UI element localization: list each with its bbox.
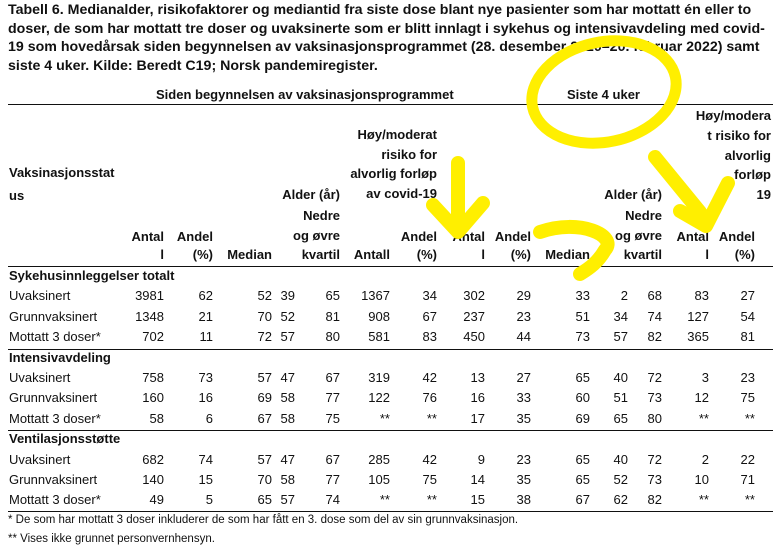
col-header-kvartil-2: og øvre bbox=[293, 228, 340, 243]
cell-ovre: 75 bbox=[325, 410, 340, 426]
cell-antall: 58 bbox=[149, 410, 164, 426]
annotation-hook bbox=[540, 227, 608, 274]
cell-risk-antall: ** bbox=[379, 410, 390, 426]
cell-risk-andel: 76 bbox=[422, 390, 437, 406]
cell-ovre: 77 bbox=[325, 472, 340, 487]
cell-risk-andel: 75 bbox=[422, 472, 437, 487]
cell-l4-andel: 35 bbox=[516, 410, 531, 426]
cell-risk-antall: 908 bbox=[368, 308, 390, 324]
cell-l4-risk-antall: ** bbox=[698, 410, 709, 426]
cell-ovre: 65 bbox=[325, 288, 340, 304]
cell-l4-risk-andel: 23 bbox=[740, 370, 755, 385]
cell-ovre: 74 bbox=[325, 492, 340, 508]
cell-l4-ovre: 82 bbox=[647, 329, 662, 345]
col-header-risk-2: risiko for bbox=[381, 147, 437, 162]
row-status: Mottatt 3 doser* bbox=[9, 410, 101, 426]
group-header-since-start: Siden begynnelsen av vaksinasjonsprogrammet bbox=[156, 87, 454, 102]
col-header-andel-b1: Andel bbox=[400, 229, 437, 244]
cell-l4-risk-antall: 12 bbox=[694, 390, 709, 406]
cell-l4-risk-andel: 71 bbox=[740, 472, 755, 487]
cell-l4-antall: 9 bbox=[477, 451, 485, 467]
col-header-risk-b1: Høy/modera bbox=[695, 108, 771, 123]
col-header-antal-2: l bbox=[160, 247, 164, 262]
col-header-andel-c1: Andel bbox=[494, 229, 531, 244]
cell-l4-median: 67 bbox=[575, 492, 590, 508]
cell-nedre: 58 bbox=[280, 390, 295, 406]
col-header-kvartil-1: Nedre bbox=[303, 208, 340, 223]
col-header-andel-d1: Andel bbox=[718, 229, 755, 244]
footnote-2: ** Vises ikke grunnet personvernhensyn. bbox=[8, 533, 215, 545]
section-header: Ventilasjonsstøtte bbox=[9, 431, 121, 447]
col-header-antall: Antall bbox=[353, 247, 390, 262]
col-header-kvartil-b2: og øvre bbox=[615, 228, 662, 243]
col-header-antal-c1: Antal bbox=[676, 229, 709, 244]
col-header-risk-3: alvorlig forløp bbox=[350, 166, 437, 181]
cell-l4-ovre: 73 bbox=[647, 390, 662, 406]
cell-andel: 11 bbox=[199, 329, 213, 345]
col-header-risk-b5: 19 bbox=[756, 187, 771, 202]
col-header-risk-b4: forløp bbox=[734, 167, 771, 182]
col-header-risk-b2: t risiko for bbox=[707, 128, 771, 143]
cell-risk-antall: 105 bbox=[368, 472, 390, 487]
cell-l4-nedre: 40 bbox=[613, 370, 628, 385]
col-header-risk-b3: alvorlig bbox=[724, 148, 771, 163]
col-header-antal-b1: Antal bbox=[452, 229, 485, 244]
cell-l4-antall: 14 bbox=[470, 472, 485, 487]
cell-median: 70 bbox=[257, 308, 272, 324]
cell-nedre: 57 bbox=[280, 492, 295, 508]
cell-andel: 6 bbox=[205, 410, 213, 426]
section-header: Intensivavdeling bbox=[9, 349, 111, 365]
cell-antall: 682 bbox=[142, 451, 164, 467]
cell-l4-andel: 38 bbox=[516, 492, 531, 508]
cell-median: 57 bbox=[257, 370, 272, 385]
cell-median: 57 bbox=[257, 451, 272, 467]
cell-risk-antall: 285 bbox=[368, 451, 390, 467]
cell-nedre: 57 bbox=[280, 329, 295, 345]
cell-l4-risk-antall: 10 bbox=[694, 472, 709, 487]
row-status: Uvaksinert bbox=[9, 288, 71, 304]
cell-ovre: 67 bbox=[325, 370, 340, 385]
cell-antall: 140 bbox=[142, 472, 164, 487]
cell-l4-risk-antall: ** bbox=[698, 492, 709, 508]
cell-l4-median: 65 bbox=[575, 370, 590, 385]
group-header-last4: Siste 4 uker bbox=[567, 87, 640, 102]
row-status: Grunnvaksinert bbox=[9, 390, 98, 406]
row-status: Mottatt 3 doser* bbox=[9, 492, 101, 508]
cell-median: 67 bbox=[257, 410, 272, 426]
cell-l4-risk-andel: ** bbox=[744, 492, 755, 508]
cell-l4-nedre: 2 bbox=[620, 288, 628, 304]
cell-l4-nedre: 62 bbox=[613, 492, 628, 508]
cell-l4-andel: 35 bbox=[516, 472, 531, 487]
cell-l4-andel: 44 bbox=[516, 329, 531, 345]
col-header-status-2: us bbox=[9, 188, 25, 203]
cell-l4-ovre: 82 bbox=[647, 492, 662, 508]
cell-nedre: 39 bbox=[280, 288, 295, 304]
cell-l4-median: 73 bbox=[575, 329, 590, 345]
cell-l4-median: 33 bbox=[575, 288, 590, 304]
cell-l4-risk-antall: 365 bbox=[687, 329, 709, 345]
cell-l4-antall: 450 bbox=[463, 329, 485, 345]
cell-ovre: 67 bbox=[325, 451, 340, 467]
col-header-kvartil-b3: kvartil bbox=[623, 247, 662, 262]
row-status: Mottatt 3 doser* bbox=[9, 329, 101, 345]
cell-l4-risk-antall: 83 bbox=[694, 288, 709, 304]
cell-nedre: 58 bbox=[280, 472, 295, 487]
cell-median: 52 bbox=[257, 288, 272, 304]
cell-l4-antall: 17 bbox=[470, 410, 485, 426]
cell-andel: 74 bbox=[198, 451, 213, 467]
col-header-kvartil-3: kvartil bbox=[301, 247, 340, 262]
cell-risk-antall: 1367 bbox=[361, 288, 390, 304]
cell-antall: 160 bbox=[142, 390, 164, 406]
cell-antall: 1348 bbox=[135, 308, 164, 324]
col-header-andel-1: Andel bbox=[176, 229, 213, 244]
cell-l4-median: 60 bbox=[575, 390, 590, 406]
cell-l4-median: 69 bbox=[575, 410, 590, 426]
cell-antall: 758 bbox=[142, 370, 164, 385]
row-status: Uvaksinert bbox=[9, 451, 71, 467]
row-status: Grunnvaksinert bbox=[9, 308, 98, 324]
cell-antall: 3981 bbox=[135, 288, 164, 304]
col-header-antal-b2: l bbox=[481, 247, 485, 262]
cell-risk-antall: 581 bbox=[368, 329, 390, 345]
cell-median: 65 bbox=[257, 492, 272, 508]
col-header-andel-c2: (%) bbox=[510, 247, 531, 262]
section-header: Sykehusinnleggelser totalt bbox=[9, 268, 175, 283]
cell-risk-andel: 42 bbox=[422, 451, 437, 467]
cell-risk-andel: 42 bbox=[422, 370, 437, 385]
cell-l4-antall: 15 bbox=[470, 492, 485, 508]
cell-andel: 62 bbox=[198, 288, 213, 304]
col-header-risk-4: av covid-19 bbox=[366, 186, 437, 201]
col-header-status-1: Vaksinasjonsstat bbox=[9, 165, 115, 180]
row-status: Uvaksinert bbox=[9, 370, 71, 385]
cell-l4-nedre: 52 bbox=[613, 472, 628, 487]
cell-l4-risk-andel: 27 bbox=[740, 288, 755, 304]
col-header-median-b: Median bbox=[545, 247, 590, 262]
cell-risk-antall: 319 bbox=[368, 370, 390, 385]
cell-andel: 16 bbox=[198, 390, 213, 406]
cell-l4-nedre: 40 bbox=[613, 451, 628, 467]
cell-risk-andel: 34 bbox=[422, 288, 437, 304]
col-header-kvartil-b1: Nedre bbox=[625, 208, 662, 223]
cell-risk-andel: 67 bbox=[422, 308, 437, 324]
cell-l4-nedre: 34 bbox=[613, 308, 628, 324]
cell-l4-risk-andel: ** bbox=[744, 410, 755, 426]
cell-risk-andel: 83 bbox=[422, 329, 437, 345]
col-header-antal-1: Antal bbox=[131, 229, 164, 244]
cell-l4-ovre: 74 bbox=[647, 308, 662, 324]
cell-antall: 49 bbox=[149, 492, 164, 508]
cell-l4-ovre: 72 bbox=[647, 370, 662, 385]
cell-l4-risk-andel: 81 bbox=[740, 329, 755, 345]
cell-ovre: 77 bbox=[325, 390, 340, 406]
cell-l4-nedre: 51 bbox=[613, 390, 628, 406]
cell-median: 70 bbox=[257, 472, 272, 487]
annotation-arrow-left bbox=[433, 163, 483, 232]
cell-l4-nedre: 65 bbox=[613, 410, 628, 426]
cell-nedre: 52 bbox=[280, 308, 295, 324]
col-header-alder: Alder (år) bbox=[282, 187, 340, 202]
cell-ovre: 81 bbox=[325, 308, 340, 324]
cell-l4-risk-antall: 127 bbox=[687, 308, 709, 324]
cell-l4-median: 65 bbox=[575, 472, 590, 487]
cell-andel: 15 bbox=[198, 472, 213, 487]
cell-l4-antall: 302 bbox=[463, 288, 485, 304]
cell-l4-andel: 23 bbox=[516, 308, 531, 324]
cell-risk-antall: 122 bbox=[368, 390, 390, 406]
cell-l4-median: 65 bbox=[575, 451, 590, 467]
cell-l4-nedre: 57 bbox=[613, 329, 628, 345]
cell-nedre: 47 bbox=[280, 370, 295, 385]
annotation-ellipse bbox=[522, 28, 686, 156]
col-header-andel-b2: (%) bbox=[416, 247, 437, 262]
cell-nedre: 47 bbox=[280, 451, 295, 467]
cell-ovre: 80 bbox=[325, 329, 340, 345]
cell-l4-andel: 33 bbox=[516, 390, 531, 406]
cell-l4-risk-andel: 75 bbox=[740, 390, 755, 406]
cell-risk-andel: ** bbox=[426, 410, 437, 426]
cell-risk-antall: ** bbox=[379, 492, 390, 508]
cell-l4-antall: 16 bbox=[470, 390, 485, 406]
cell-l4-ovre: 72 bbox=[647, 451, 662, 467]
col-header-risk-1: Høy/moderat bbox=[357, 127, 437, 142]
cell-l4-ovre: 73 bbox=[647, 472, 662, 487]
cell-l4-andel: 23 bbox=[516, 451, 531, 467]
cell-l4-risk-antall: 2 bbox=[701, 451, 709, 467]
cell-andel: 21 bbox=[198, 308, 213, 324]
cell-antall: 702 bbox=[142, 329, 164, 345]
cell-risk-andel: ** bbox=[426, 492, 437, 508]
footnote-1: * De som har mottatt 3 doser inkluderer de som har fått en 3. dose som del av sin grunnvaksinasjon. bbox=[8, 514, 519, 526]
cell-nedre: 58 bbox=[280, 410, 295, 426]
row-status: Grunnvaksinert bbox=[9, 472, 98, 487]
cell-l4-risk-andel: 54 bbox=[740, 308, 755, 324]
col-header-andel-d2: (%) bbox=[734, 247, 755, 262]
cell-l4-risk-antall: 3 bbox=[701, 370, 709, 385]
col-header-antal-c2: l bbox=[705, 247, 709, 262]
cell-l4-ovre: 68 bbox=[647, 288, 662, 304]
cell-andel: 5 bbox=[205, 492, 213, 508]
cell-l4-antall: 237 bbox=[463, 308, 485, 324]
col-header-alder-b: Alder (år) bbox=[604, 187, 662, 202]
col-header-andel-2: (%) bbox=[192, 247, 213, 262]
cell-l4-andel: 27 bbox=[516, 370, 531, 385]
table-title: Tabell 6. Medianalder, risikofaktorer og mediantid fra siste dose blant nye pasienter som har mottatt én eller to doser, de som har mottatt tre doser og uvaksinerte som er blitt innlagt i sykehus og intensivavdeling med covid-19 som hovedårsak siden begynnelsen av vaksinasjonsprogrammet (28. desember 2020–20. februar 2022) samt siste 4 uker. Kilde: Beredt C19; Norsk pandemiregister. bbox=[8, 2, 765, 74]
annotation-arrow-right bbox=[655, 157, 728, 226]
cell-l4-antall: 13 bbox=[470, 370, 485, 385]
cell-l4-andel: 29 bbox=[516, 288, 531, 304]
cell-andel: 73 bbox=[198, 370, 213, 385]
cell-l4-median: 51 bbox=[575, 308, 590, 324]
cell-median: 72 bbox=[257, 329, 272, 345]
cell-median: 69 bbox=[257, 390, 272, 406]
cell-l4-risk-andel: 22 bbox=[740, 451, 755, 467]
cell-l4-ovre: 80 bbox=[647, 410, 662, 426]
col-header-median: Median bbox=[227, 247, 272, 262]
